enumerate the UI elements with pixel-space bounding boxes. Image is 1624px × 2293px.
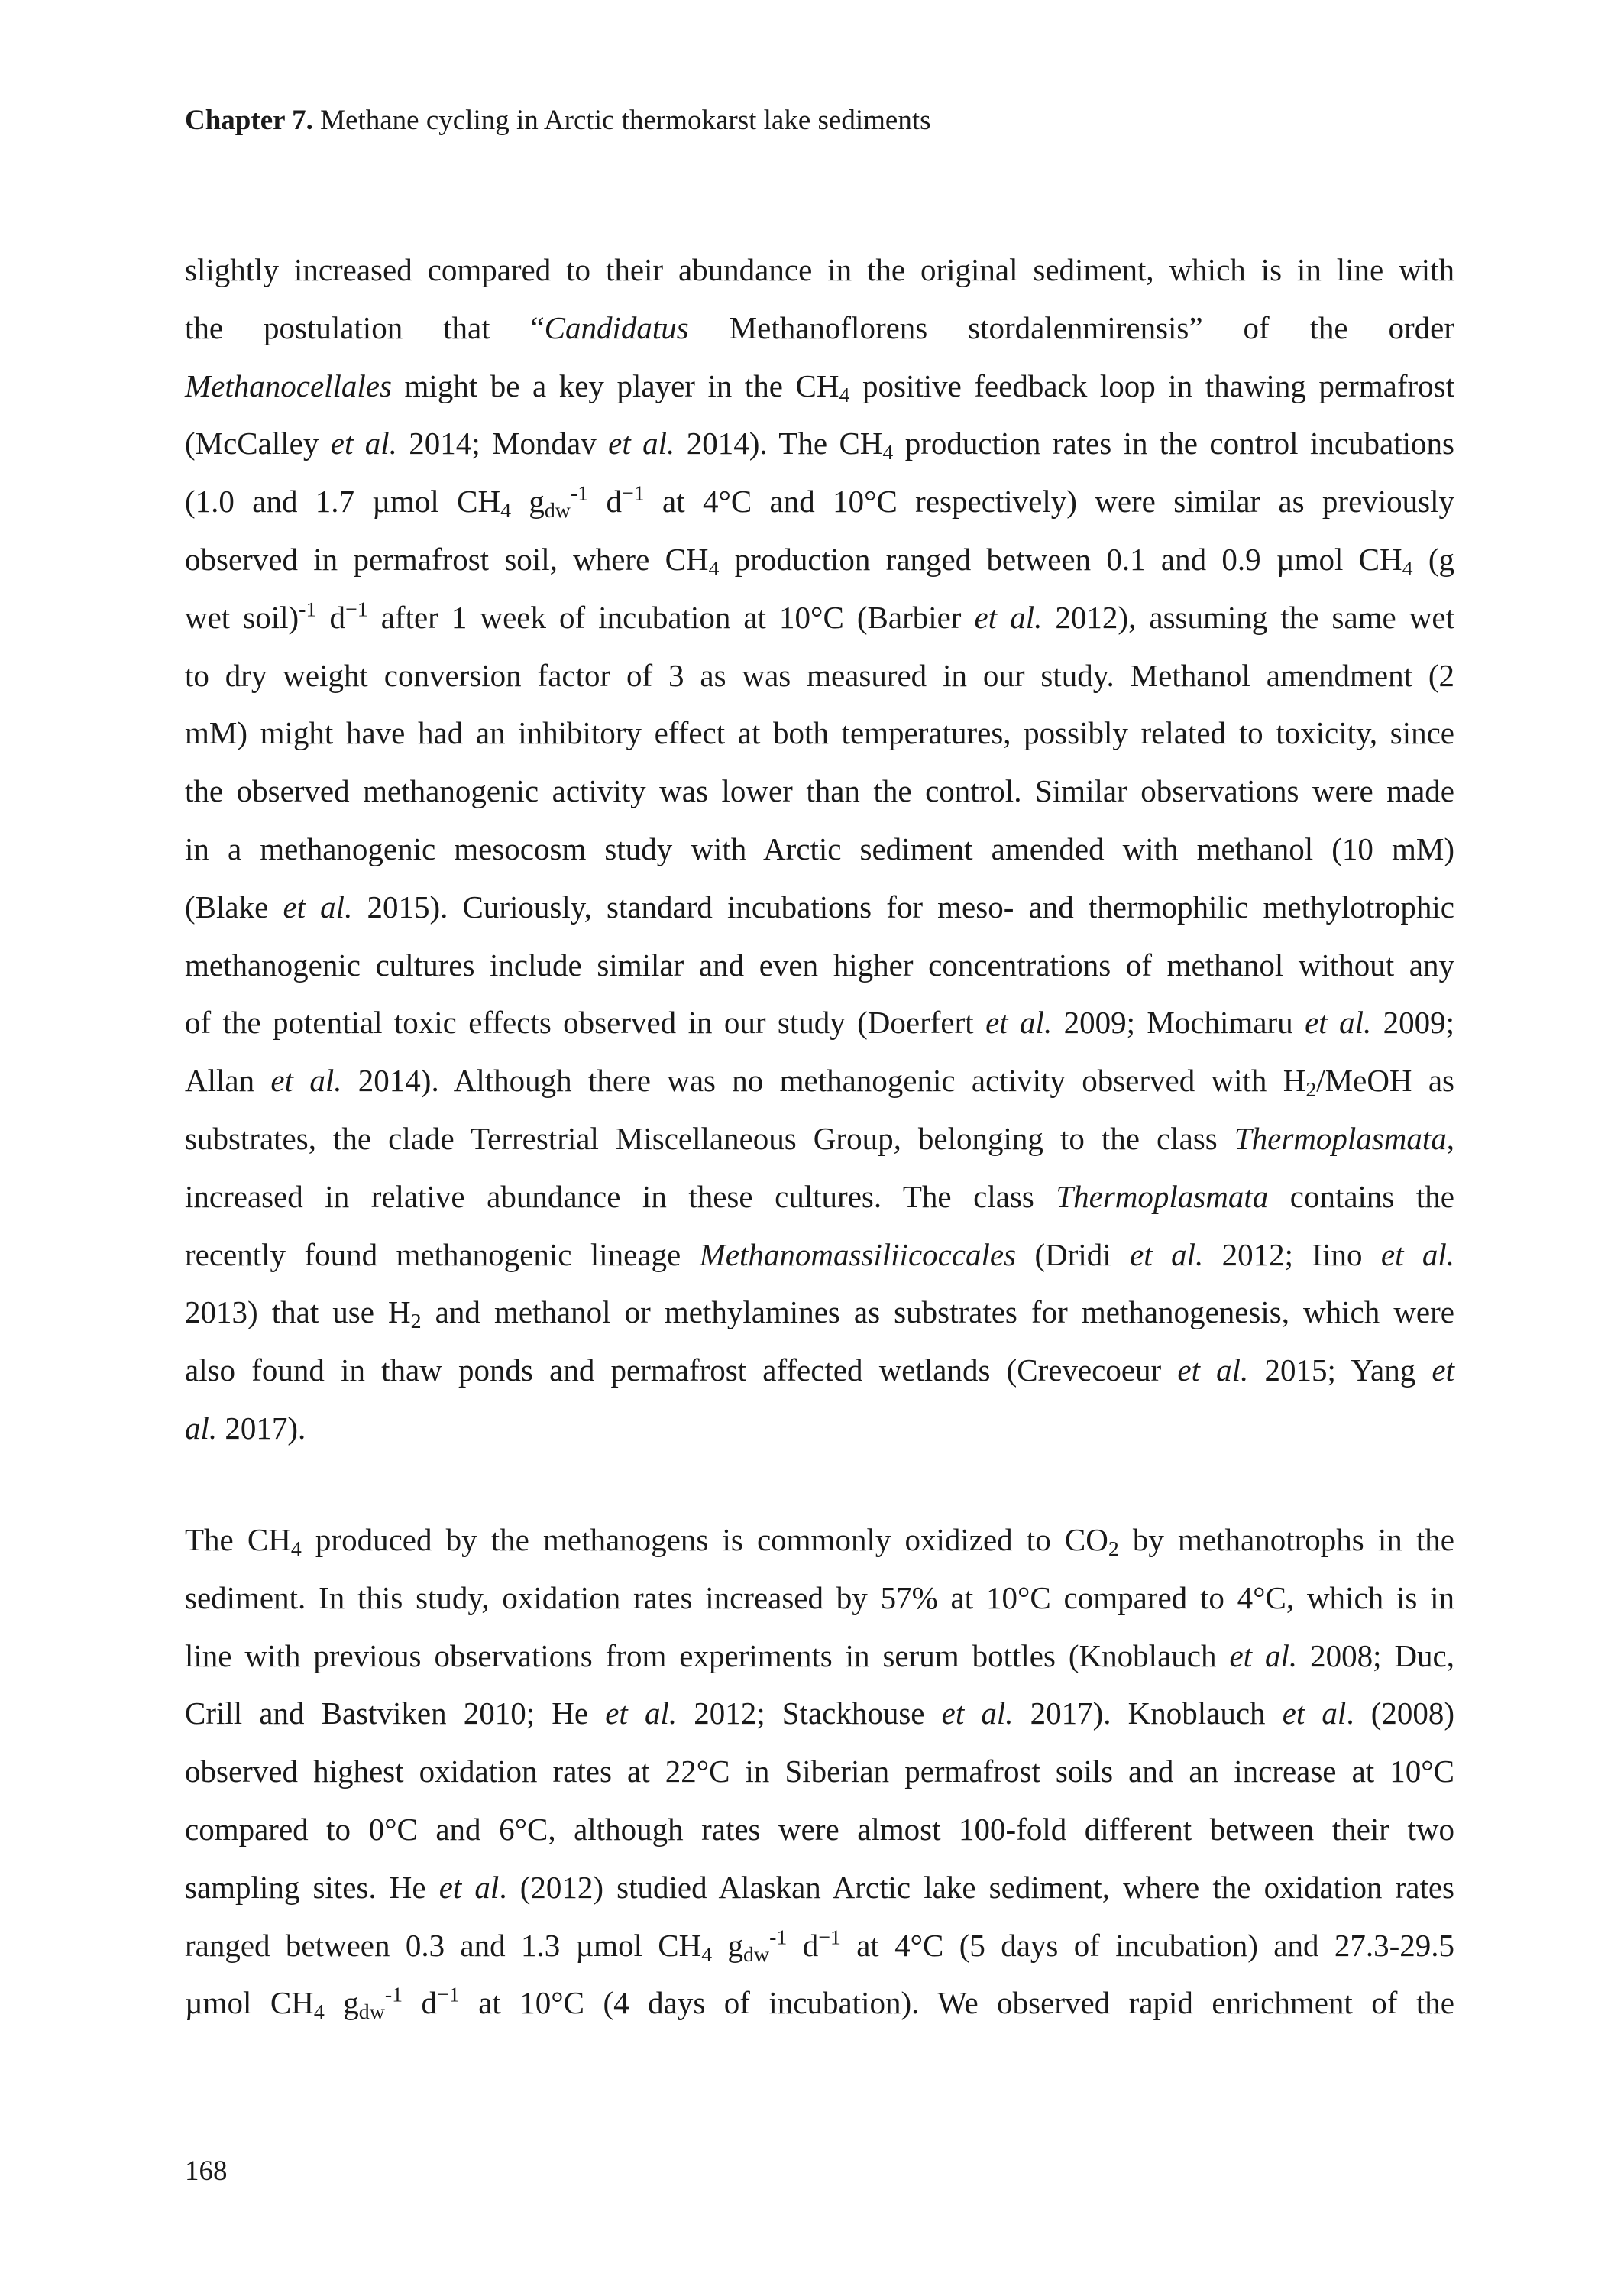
text-line (185, 1569, 1454, 1627)
italic-text: et al. (1229, 1637, 1298, 1673)
text-line (185, 821, 1454, 879)
text-line (185, 763, 1454, 821)
text-line (185, 300, 1454, 358)
text-run: d (588, 484, 623, 520)
italic-text: Thermoplasmata (1234, 1120, 1447, 1156)
superscript-text: -1 (299, 598, 317, 622)
italic-text: Candidatus (544, 309, 689, 345)
italic-text: et al. (330, 426, 397, 462)
text-run: , (1446, 1120, 1454, 1156)
text-run: (Dridi (1016, 1236, 1131, 1272)
subscript-text: 4 (708, 556, 720, 581)
text-line (185, 415, 1454, 473)
text-run: line with previous observations from experiments in serum bottles (Knoblauch (185, 1637, 1230, 1673)
text-run: 2008; Duc, (1297, 1637, 1455, 1673)
text-run: compared to 0°C and 6°C, although rates were almost 100-fold different between their two (185, 1811, 1454, 1847)
italic-text: Methanocellales (185, 368, 392, 403)
text-run: Methanoflorens stordalenmirensis” of the order (688, 309, 1454, 345)
subscript-text: 4 (1402, 556, 1413, 581)
italic-text: et al (1282, 1695, 1347, 1731)
chapter-title: Methane cycling in Arctic thermokarst lake sediments (312, 105, 931, 136)
text-line (185, 531, 1454, 589)
text-run: g (324, 1985, 359, 2021)
text-run: recently found methanogenic lineage (185, 1236, 700, 1272)
italic-text: et al. (1130, 1236, 1204, 1272)
paragraph-methane-oxidation (185, 1511, 1454, 2032)
text-line (185, 994, 1454, 1052)
subscript-text: 2 (410, 1310, 422, 1334)
text-run: might be a key player in the CH (391, 368, 839, 403)
text-run: production ranged between 0.1 and 0.9 µmol CH (719, 541, 1402, 577)
subscript-text: 4 (839, 383, 850, 407)
italic-text: et al. (941, 1695, 1014, 1731)
italic-text: et al (438, 1869, 500, 1905)
text-run: Crill and Bastviken 2010; He (185, 1695, 606, 1731)
text-run: 2017). (217, 1410, 306, 1446)
superscript-text: −1 (437, 1984, 460, 2008)
text-line (185, 1400, 1454, 1458)
text-run: substrates, the clade Terrestrial Miscellaneous Group (185, 1120, 894, 1156)
text-run: by methanotrophs in the (1118, 1522, 1454, 1557)
text-run: d (787, 1927, 819, 1963)
text-run: methanogenic cultures include similar and even higher concentrations of methanol without any (185, 947, 1454, 983)
italic-text: Thermoplasmata (1056, 1178, 1269, 1214)
superscript-text: −1 (622, 481, 645, 506)
text-run: (1.0 and 1.7 µmol CH (185, 484, 501, 520)
text-run: 2012), assuming the same wet (1042, 599, 1455, 635)
text-run: ranged between 0.3 and 1.3 µmol CH (185, 1927, 702, 1963)
superscript-text: −1 (345, 598, 368, 622)
text-line (185, 1168, 1454, 1226)
text-run: slightly increased compared to their abundance in the original sediment, which is in line with (185, 252, 1454, 287)
text-run: positive feedback loop in thawing permafrost (849, 368, 1454, 403)
text-run: to dry weight conversion factor of 3 as was measured in our study. Methanol amendment (2 (185, 657, 1454, 693)
text-line (185, 1685, 1454, 1743)
text-line (185, 937, 1454, 995)
italic-text: al. (185, 1410, 218, 1446)
text-run: /MeOH as (1316, 1063, 1455, 1099)
text-line (185, 1052, 1454, 1110)
text-run: wet soil) (185, 599, 299, 635)
text-run: 2009; (1371, 1005, 1455, 1041)
text-run: at 10°C (4 days of incubation). We observed rapid enrichment of the (459, 1985, 1455, 2021)
subscript-text: 4 (290, 1537, 302, 1561)
text-line (185, 241, 1454, 300)
text-line (185, 1511, 1454, 1569)
italic-text: et al. (985, 1005, 1053, 1041)
text-run: 2014; Mondav (396, 426, 609, 462)
superscript-text: -1 (384, 1984, 403, 2008)
text-run: d (316, 599, 345, 635)
text-line (185, 647, 1454, 705)
text-run: after 1 week of incubation at 10°C (Barbier (367, 599, 975, 635)
text-line (185, 1974, 1454, 2032)
subscript-text: dw (544, 499, 571, 523)
superscript-text: -1 (570, 481, 589, 506)
text-run: Allan (185, 1063, 271, 1099)
text-run: at 4°C and 10°C respectively) were similar as previously (644, 484, 1455, 520)
text-run: belonging to the class (901, 1120, 1234, 1156)
text-run: (Blake (185, 889, 283, 925)
text-run: g (712, 1927, 744, 1963)
text-run: . (2008) (1346, 1695, 1455, 1731)
text-line (185, 358, 1454, 416)
italic-text: Methanomassiliicoccales (699, 1236, 1017, 1272)
text-run: the postulation that “ (185, 309, 545, 345)
text-line (185, 1743, 1454, 1801)
text-line (185, 704, 1454, 763)
text-run: (McCalley (185, 426, 331, 462)
running-header (185, 102, 931, 139)
superscript-text: −1 (818, 1925, 841, 1950)
subscript-text: dw (358, 2000, 385, 2025)
text-run: of the potential toxic effects observed in our study (Doerfert (185, 1005, 986, 1041)
subscript-text: dw (743, 1942, 770, 1967)
text-line (185, 879, 1454, 937)
text-run: µmol CH (185, 1985, 314, 2021)
chapter-number: Chapter 7. (185, 105, 313, 136)
text-run: 2009; Mochimaru (1052, 1005, 1305, 1041)
text-line (185, 1627, 1454, 1686)
italic-text: , (893, 1120, 901, 1156)
text-run: sediment. In this study, oxidation rates increased by 57% at 10°C compared to 4°C, which is in (185, 1579, 1454, 1615)
text-line (185, 1801, 1454, 1859)
italic-text: et al. (283, 889, 353, 925)
paragraph-methanogen-activity (185, 241, 1454, 1458)
text-run: 2012; Stackhouse (677, 1695, 942, 1731)
superscript-text: -1 (769, 1925, 788, 1950)
text-run: at 4°C (5 days of incubation) and 27.3-29.5 (840, 1927, 1454, 1963)
text-run: mM) might have had an inhibitory effect at both temperatures, possibly related to toxicity, since (185, 715, 1454, 751)
text-run: 2012; Iino (1203, 1236, 1381, 1272)
subscript-text: 2 (1305, 1078, 1317, 1103)
text-run: d (403, 1985, 438, 2021)
text-run: 2017). Knoblauch (1013, 1695, 1283, 1731)
italic-text: et al. (1177, 1352, 1249, 1388)
text-run: increased in relative abundance in these cultures. The class (185, 1178, 1056, 1214)
italic-text: et al. (605, 1695, 678, 1731)
text-run: production rates in the control incubations (893, 426, 1454, 462)
text-run: (g (1412, 541, 1454, 577)
italic-text: et al. (270, 1063, 342, 1099)
text-line (185, 1110, 1454, 1168)
text-run: observed highest oxidation rates at 22°C in Siberian permafrost soils and an increase at 10°C (185, 1754, 1454, 1789)
text-run: produced by the methanogens is commonly oxidized to CO (301, 1522, 1108, 1557)
text-run: observed in permafrost soil, where CH (185, 541, 709, 577)
text-line (185, 1917, 1454, 1975)
text-run: in a methanogenic mesocosm study with Arctic sediment amended with methanol (10 mM) (185, 831, 1454, 866)
text-run: also found in thaw ponds and permafrost affected wetlands (Crevecoeur (185, 1352, 1178, 1388)
text-run: The CH (185, 1522, 291, 1557)
text-line (185, 1226, 1454, 1284)
text-line (185, 1284, 1454, 1342)
text-run: 2015). Curiously, standard incubations for meso- and thermophilic methylotrophic (352, 889, 1455, 925)
page-number: 168 (185, 2155, 228, 2187)
subscript-text: 2 (1108, 1537, 1119, 1561)
subscript-text: 4 (701, 1942, 713, 1967)
text-run: sampling sites. He (185, 1869, 439, 1905)
text-line (185, 473, 1454, 531)
text-run: . (2012) studied Alaskan Arctic lake sediment, where the oxidation rates (499, 1869, 1454, 1905)
text-run: and methanol or methylamines as substrates for methanogenesis, which were (421, 1294, 1454, 1330)
italic-text: et al. (974, 599, 1043, 635)
subscript-text: 4 (882, 441, 894, 465)
text-line (185, 589, 1454, 647)
italic-text: et al. (1305, 1005, 1372, 1041)
italic-text: et al. (608, 426, 675, 462)
text-run: 2013) that use H (185, 1294, 411, 1330)
text-run: 2014). Although there was no methanogenic activity observed with H (341, 1063, 1306, 1099)
subscript-text: 4 (500, 499, 512, 523)
subscript-text: 4 (313, 2000, 325, 2025)
text-run: g (511, 484, 545, 520)
text-run: 2014). The CH (675, 426, 883, 462)
text-run: contains the (1268, 1178, 1454, 1214)
text-run: the observed methanogenic activity was lower than the control. Similar observations were made (185, 773, 1454, 809)
text-line (185, 1859, 1454, 1917)
italic-text: et al. (1380, 1236, 1455, 1272)
italic-text: et (1432, 1352, 1455, 1388)
text-line (185, 1342, 1454, 1400)
text-run: 2015; Yang (1248, 1352, 1432, 1388)
